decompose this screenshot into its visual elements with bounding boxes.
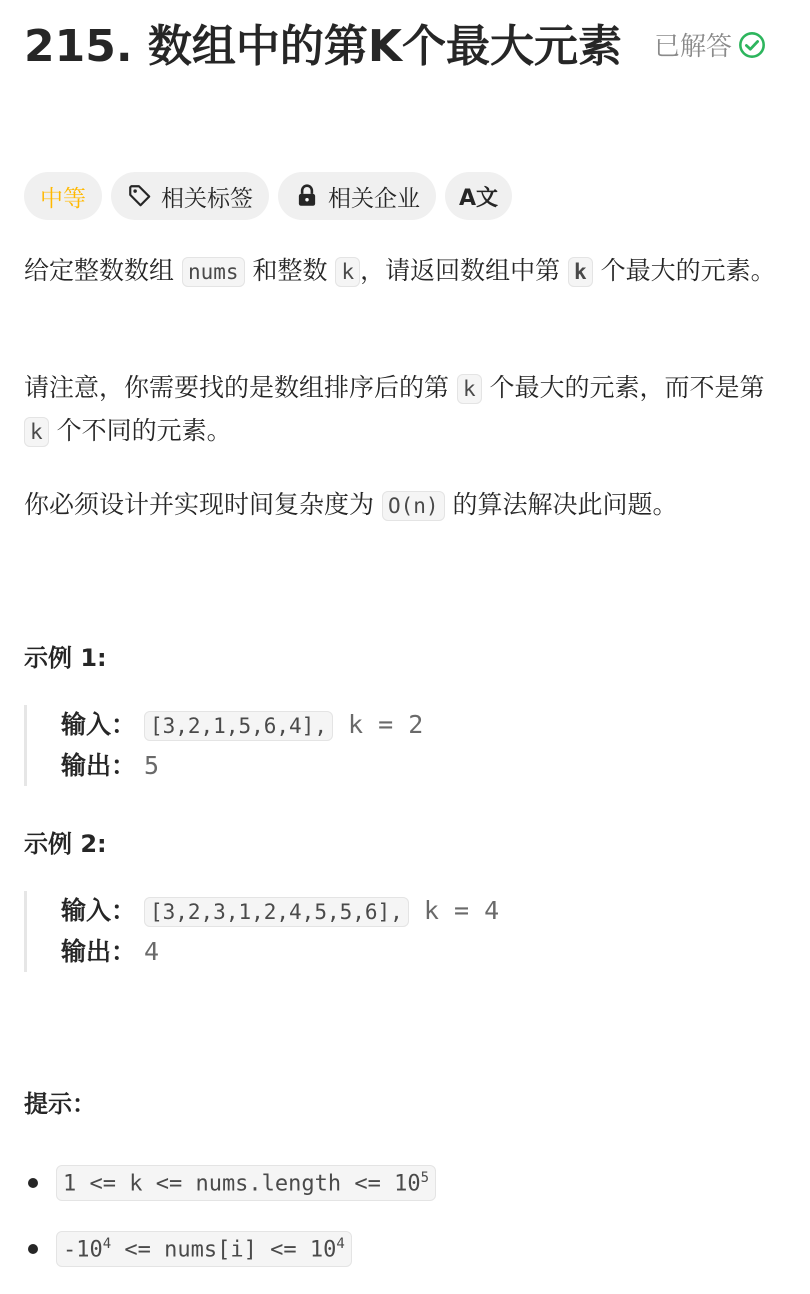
desc-text: 个不同的元素。 — [48, 416, 232, 445]
example-2-block — [24, 891, 761, 972]
inline-code: k — [457, 374, 482, 404]
hints-title: 提示： — [24, 1090, 96, 1118]
desc-text: 你必须设计并实现时间复杂度为 — [24, 490, 382, 519]
inline-code: nums — [182, 257, 245, 287]
inline-code: k — [24, 417, 49, 447]
example-2-output-line — [61, 932, 761, 972]
hint-item — [24, 1150, 784, 1216]
related-companies-button[interactable] — [278, 172, 436, 220]
bullet-icon — [28, 1244, 38, 1254]
inline-code: k — [335, 257, 360, 287]
hint-text: -10 — [63, 1237, 103, 1263]
problem-title[interactable]: 215. 数组中的第K个最大元素 — [24, 21, 622, 72]
example-2-input-rest: k = 4 — [408, 896, 500, 925]
example-1-block — [24, 705, 761, 786]
description-paragraph-1 — [24, 250, 784, 293]
solved-status — [654, 26, 766, 63]
related-companies-label: 相关企业 — [328, 185, 420, 212]
related-tags-label: 相关标签 — [161, 185, 253, 212]
hint-exponent: 4 — [336, 1235, 345, 1252]
desc-text: 个最大的元素。 — [592, 256, 776, 285]
example-2-input-code: [3,2,3,1,2,4,5,5,6], — [144, 897, 409, 927]
hint-text: <= nums[i] <= 10 — [111, 1237, 337, 1263]
input-label: 输入： — [61, 896, 137, 925]
hint-item — [24, 1216, 784, 1282]
check-circle-icon — [738, 31, 766, 59]
hints-list — [24, 1150, 784, 1282]
desc-text: 的算法解决此问题。 — [444, 490, 678, 519]
description-paragraph-3 — [24, 484, 784, 527]
example-1-input-rest: k = 2 — [332, 710, 424, 739]
example-2-title: 示例 2: — [24, 830, 107, 858]
example-1-title: 示例 1: — [24, 644, 107, 672]
desc-text: 和整数 — [244, 256, 336, 285]
desc-text: ，请返回数组中第 — [360, 256, 569, 285]
translate-icon: A文 — [459, 185, 499, 211]
tag-icon — [127, 183, 153, 209]
example-2-input-line — [61, 891, 761, 932]
input-label: 输入： — [61, 710, 137, 739]
example-1-input-line — [61, 705, 761, 746]
output-label: 输出： — [61, 937, 137, 966]
inline-code: k — [568, 257, 593, 287]
hint-code — [56, 1231, 352, 1267]
lock-icon — [294, 183, 320, 209]
bullet-icon — [28, 1178, 38, 1188]
description-paragraph-2 — [24, 367, 784, 453]
title-row — [24, 0, 804, 150]
hint-text: 1 <= k <= nums.length <= 10 — [63, 1171, 421, 1197]
example-1-input-code: [3,2,1,5,6,4], — [144, 711, 333, 741]
desc-text: 个最大的元素，而不是第 — [481, 373, 765, 402]
output-label: 输出： — [61, 751, 137, 780]
desc-text: 请注意，你需要找的是数组排序后的第 — [24, 373, 457, 402]
example-1-output-line — [61, 746, 761, 786]
hint-exponent: 5 — [420, 1169, 430, 1186]
hint-exponent: 4 — [102, 1235, 112, 1252]
tag-bar — [24, 172, 512, 220]
difficulty-badge[interactable]: 中等 — [24, 172, 102, 220]
inline-code: O(n) — [382, 491, 445, 521]
related-tags-button[interactable] — [111, 172, 269, 220]
solved-label: 已解答 — [654, 32, 733, 62]
translate-button[interactable] — [445, 172, 512, 220]
example-1-output-value: 5 — [143, 751, 160, 780]
problem-page — [24, 0, 804, 1263]
hint-code — [56, 1165, 436, 1201]
desc-text: 给定整数数组 — [24, 256, 182, 285]
example-2-output-value: 4 — [143, 937, 160, 966]
